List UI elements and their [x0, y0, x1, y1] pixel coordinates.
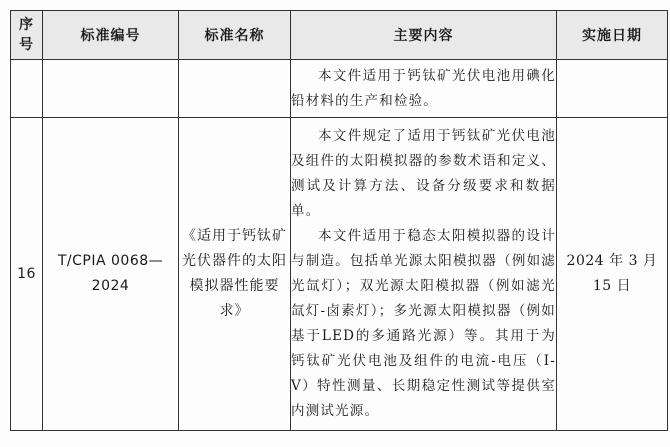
content-paragraph: 本文件规定了适用于钙钛矿光伏电池及组件的太阳模拟器的参数术语和定义、测试及计算方法、设备分级要求和数据单。 [291, 128, 556, 219]
table-row [11, 60, 668, 118]
standard-name-cell [179, 60, 291, 118]
effective-date-cell [557, 60, 668, 118]
standards-table [10, 10, 668, 431]
header-standard-name: 标准名称 [179, 11, 291, 60]
content-paragraph: 本文件适用于钙钛矿光伏电池用碘化铅材料的生产和检验。 [291, 67, 556, 109]
standard-code-line-1: T/CPIA 0068— [57, 253, 164, 269]
standard-name-cell: 《适用于钙钛矿光伏器件的太阳模拟器性能要求》 [179, 118, 291, 431]
serial-number-cell: 16 [11, 118, 43, 431]
table-row [11, 118, 668, 431]
serial-number-cell [11, 60, 43, 118]
effective-date-cell: 2024 年 3 月 15 日 [557, 118, 668, 431]
header-standard-code: 标准编号 [43, 11, 179, 60]
standard-code-cell [43, 118, 179, 431]
table-header-row [11, 11, 668, 60]
main-content-cell [291, 60, 557, 118]
header-main-content: 主要内容 [291, 11, 557, 60]
main-content-cell [291, 118, 557, 431]
standard-code-cell [43, 60, 179, 118]
header-serial-char-2: 号 [19, 37, 34, 53]
header-serial-char-1: 序 [19, 17, 34, 33]
standard-code-line-2: 2024 [91, 278, 130, 294]
header-serial-number [11, 11, 43, 60]
content-paragraph: 本文件适用于稳态太阳模拟器的设计与制造。包括单光源太阳模拟器（例如滤光氙灯）；双光源太阳模拟器（例如滤光氙灯-卤素灯）；多光源太阳模拟器（例如基于LED的多通路光源）等。其用于为钙钛矿光伏电池及组件的电流-电压（I-V）特性测量、长期稳定性测试等提供室内测试光源。 [291, 228, 556, 419]
header-effective-date: 实施日期 [557, 11, 668, 60]
